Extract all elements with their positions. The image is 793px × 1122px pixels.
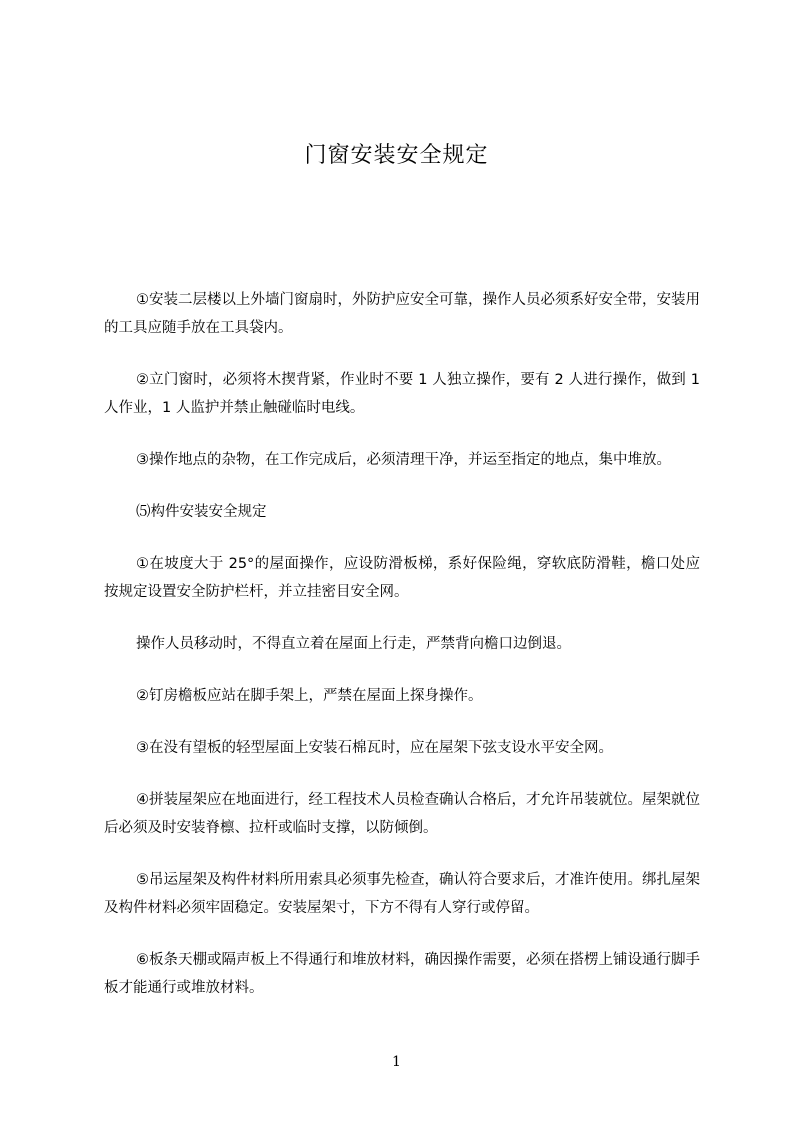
paragraph: ③操作地点的杂物，在工作完成后，必须清理干净，并运至指定的地点，集中堆放。 bbox=[136, 452, 671, 468]
paragraph: ⑤吊运屋架及构件材料所用索具必须事先检查，确认符合要求后，才准许使用。绑扎屋架及构件材料必须牢固稳定。安装屋架寸，下方不得有人穿行或停留。 bbox=[104, 872, 700, 916]
paragraph: 操作人员移动时，不得直立着在屋面上行走，严禁背向檐口边倒退。 bbox=[136, 636, 571, 652]
paragraph: ②立门窗时，必须将木揳背紧，作业时不要 1 人独立操作，要有 2 人进行操作，做到 1 人作业，1 人监护并禁止触碰临时电线。 bbox=[104, 372, 700, 416]
page-title: 门窗安装安全规定 bbox=[304, 143, 489, 168]
paragraph: ①安装二层楼以上外墙门窗扇时，外防护应安全可靠，操作人员必须系好安全带，安装用的工具应随手放在工具袋内。 bbox=[104, 292, 700, 336]
paragraph: ①在坡度大于 25°的屋面操作，应设防滑板梯，系好保险绳，穿软底防滑鞋，檐口处应按规定设置安全防护栏杆，并立挂密目安全网。 bbox=[104, 556, 700, 600]
section-heading: ⑸构件安装安全规定 bbox=[136, 504, 267, 520]
paragraph: ②钉房檐板应站在脚手架上，严禁在屋面上探身操作。 bbox=[136, 688, 483, 704]
paragraph: ⑥板条天棚或隔声板上不得通行和堆放材料，确因操作需要，必须在搭楞上铺设通行脚手板才能通行或堆放材料。 bbox=[104, 952, 700, 996]
paragraph: ④拼装屋架应在地面进行，经工程技术人员检查确认合格后，才允许吊装就位。屋架就位后必须及时安装脊檩、拉杆或临时支撑，以防倾倒。 bbox=[104, 792, 700, 836]
paragraph: ③在没有望板的轻型屋面上安装石棉瓦时，应在屋架下弦支设水平安全网。 bbox=[136, 740, 613, 756]
page-number: 1 bbox=[392, 1054, 401, 1070]
document-body bbox=[104, 286, 700, 1026]
